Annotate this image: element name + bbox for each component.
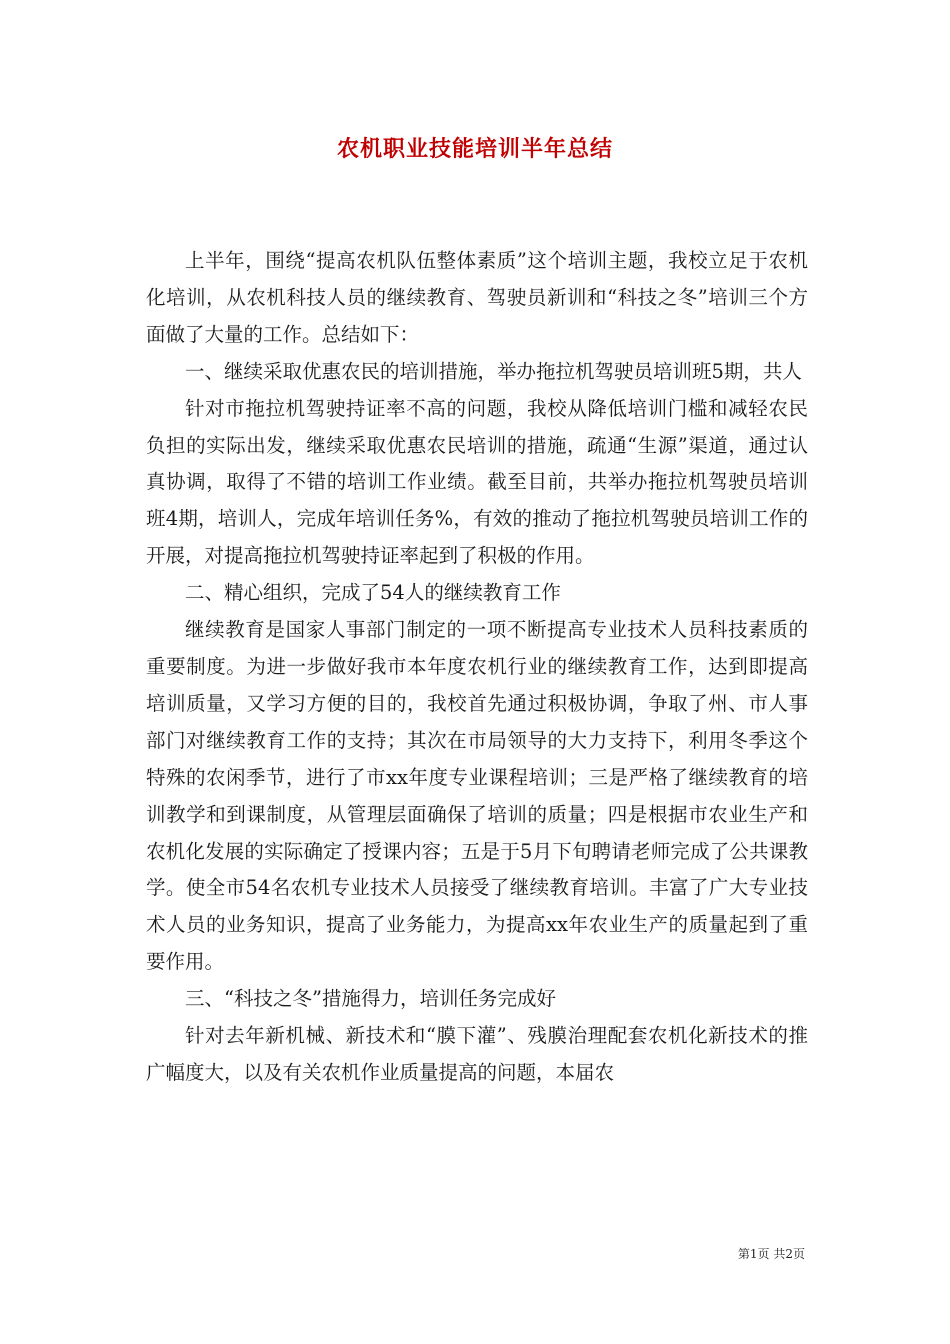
paragraph-intro: 上半年，围绕“提高农机队伍整体素质”这个培训主题，我校立足于农机化培训，从农机科技人员的继续教育、驾驶员新训和“科技之冬”培训三个方面做了大量的工作。总结如下： xyxy=(146,249,808,346)
section-heading-3: 三、“科技之冬”措施得力，培训任务完成好 xyxy=(185,987,556,1011)
document-title: 农机职业技能培训半年总结 xyxy=(336,136,613,162)
page-number: 第1页 共2页 xyxy=(737,1247,805,1261)
paragraph-section-3: 针对去年新机械、新技术和“膜下灌”、残膜治理配套农机化新技术的推广幅度大，以及有关农机作业质量提高的问题，本届农 xyxy=(146,1024,808,1084)
paragraph-section-2: 继续教育是国家人事部门制定的一项不断提高专业技术人员科技素质的重要制度。为进一步做好我市本年度农机行业的继续教育工作，达到即提高培训质量，又学习方便的目的，我校首先通过积极协调，争取了州、市人事部门对继续教育工作的支持；其次在市局领导的大力支持下，利用冬季这个特殊的农闲季节，进行了市xx年度专业课程培训；三是严格了继续教育的培训教学和到课制度，从管理层面确保了培训的质量；四是根据市农业生产和农机化发展的实际确定了授课内容；五是于5月下旬聘请老师完成了公共课教学。使全市54名农机专业技术人员接受了继续教育培训。丰富了广大专业技术人员的业务知识，提高了业务能力，为提高xx年农业生产的质量起到了重要作用。 xyxy=(146,618,808,974)
section-heading-2: 二、精心组织，完成了54人的继续教育工作 xyxy=(185,581,561,605)
section-heading-1: 一、继续采取优惠农民的培训措施，举办拖拉机驾驶员培训班5期，共人 xyxy=(185,359,802,383)
document-body xyxy=(146,243,808,1092)
paragraph-section-1: 针对市拖拉机驾驶持证率不高的问题，我校从降低培训门槛和减轻农民负担的实际出发，继续采取优惠农民培训的措施，疏通“生源”渠道，通过认真协调，取得了不错的培训工作业绩。截至目前，共举办拖拉机驾驶员培训班4期，培训人，完成年培训任务%，有效的推动了拖拉机驾驶员培训工作的开展，对提高拖拉机驾驶持证率起到了积极的作用。 xyxy=(146,396,808,568)
